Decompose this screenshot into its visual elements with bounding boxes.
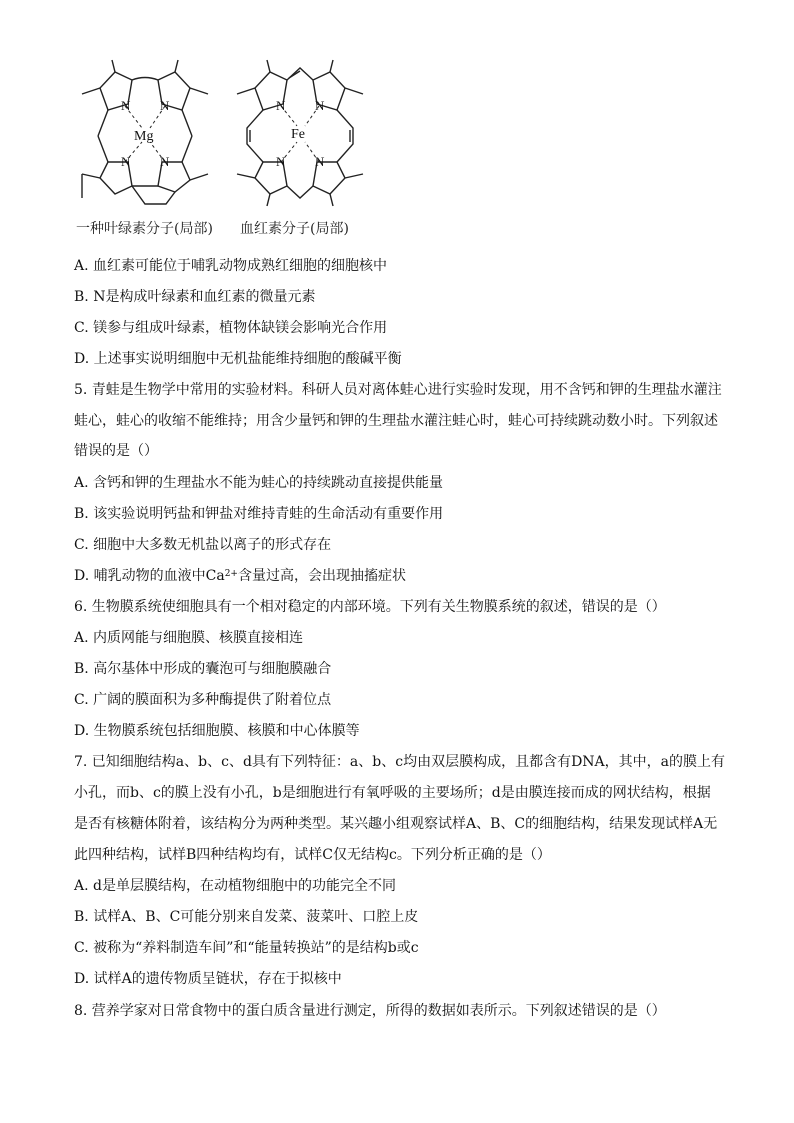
n-label: N bbox=[160, 154, 170, 169]
heme-structure-diagram bbox=[225, 58, 375, 208]
q5-option-c: C. 细胞中大多数无机盐以离子的形式存在 bbox=[74, 537, 332, 553]
q4-option-c: C. 镁参与组成叶绿素，植物体缺镁会影响光合作用 bbox=[74, 320, 388, 336]
q7-option-d: D. 试样A的遗传物质呈链状，存在于拟核中 bbox=[74, 971, 342, 987]
q5-option-d bbox=[74, 566, 406, 586]
q5-option-b: B. 该实验说明钙盐和钾盐对维持青蛙的生命活动有重要作用 bbox=[74, 506, 444, 522]
n-label: N bbox=[276, 154, 286, 169]
q4-option-a: A. 血红素可能位于哺乳动物成熟红细胞的细胞核中 bbox=[74, 258, 388, 274]
q5-option-d-suffix: 含量过高，会出现抽搐症状 bbox=[237, 568, 406, 584]
q6-stem: 6. 生物膜系统使细胞具有一个相对稳定的内部环境。下列有关生物膜系统的叙述，错误的是（） bbox=[74, 599, 666, 615]
q7-stem-line-4: 此四种结构，试样B四种结构均有，试样C仅无结构c。下列分析正确的是（） bbox=[74, 847, 551, 863]
n-label: N bbox=[315, 98, 325, 113]
q7-stem-line-2: 小孔，而b、c的膜上没有小孔，b是细胞进行有氧呼吸的主要场所；d是由膜连接而成的网状结构，根据 bbox=[74, 785, 711, 801]
ion-charge: 2+ bbox=[224, 569, 238, 579]
q7-stem-line-3: 是否有核糖体附着，该结构分为两种类型。某兴趣小组观察试样A、B、C的细胞结构，结果发现试样A无 bbox=[74, 816, 718, 832]
n-label: N bbox=[276, 98, 286, 113]
q7-option-a: A. d是单层膜结构，在动植物细胞中的功能完全不同 bbox=[74, 878, 396, 894]
q4-option-b: B. N是构成叶绿素和血红素的微量元素 bbox=[74, 289, 316, 305]
heme-caption: 血红素分子(局部) bbox=[240, 221, 349, 237]
q6-option-b: B. 高尔基体中形成的囊泡可与细胞膜融合 bbox=[74, 661, 332, 677]
metal-label-mg: Mg bbox=[134, 129, 154, 144]
q6-option-c: C. 广阔的膜面积为多种酶提供了附着位点 bbox=[74, 692, 332, 708]
q6-option-d: D. 生物膜系统包括细胞膜、核膜和中心体膜等 bbox=[74, 723, 360, 739]
q7-option-b: B. 试样A、B、C可能分别来自发菜、菠菜叶、口腔上皮 bbox=[74, 909, 419, 925]
n-label: N bbox=[160, 98, 170, 113]
q7-option-c: C. 被称为“养料制造车间”和“能量转换站”的是结构b或c bbox=[74, 940, 419, 956]
metal-label-fe: Fe bbox=[291, 127, 305, 142]
chlorophyll-structure-diagram bbox=[70, 58, 220, 208]
q8-stem: 8. 营养学家对日常食物中的蛋白质含量进行测定，所得的数据如表所示。下列叙述错误的是（） bbox=[74, 1003, 666, 1019]
q5-stem-line-2: 蛙心，蛙心的收缩不能维持；用含少量钙和钾的生理盐水灌注蛙心时，蛙心可持续跳动数小时。下列叙述 bbox=[74, 413, 718, 429]
q5-option-a: A. 含钙和钾的生理盐水不能为蛙心的持续跳动直接提供能量 bbox=[74, 475, 444, 491]
q7-stem-line-1: 7. 已知细胞结构a、b、c、d具有下列特征：a、b、c均由双层膜构成，且都含有DNA，其中，a的膜上有 bbox=[74, 754, 725, 770]
q5-stem-line-1: 5. 青蛙是生物学中常用的实验材料。科研人员对离体蛙心进行实验时发现，用不含钙和钾的生理盐水灌注 bbox=[74, 382, 722, 398]
n-label: N bbox=[121, 154, 131, 169]
n-label: N bbox=[315, 154, 325, 169]
porphyrin-figure bbox=[60, 58, 390, 244]
q4-option-d: D. 上述事实说明细胞中无机盐能维持细胞的酸碱平衡 bbox=[74, 351, 402, 367]
q5-stem-line-3: 错误的是（） bbox=[74, 443, 158, 459]
q6-option-a: A. 内质网能与细胞膜、核膜直接相连 bbox=[74, 630, 304, 646]
chlorophyll-caption: 一种叶绿素分子(局部) bbox=[76, 221, 213, 237]
n-label: N bbox=[121, 98, 131, 113]
q5-option-d-prefix: D. 哺乳动物的血液中Ca bbox=[74, 568, 225, 584]
